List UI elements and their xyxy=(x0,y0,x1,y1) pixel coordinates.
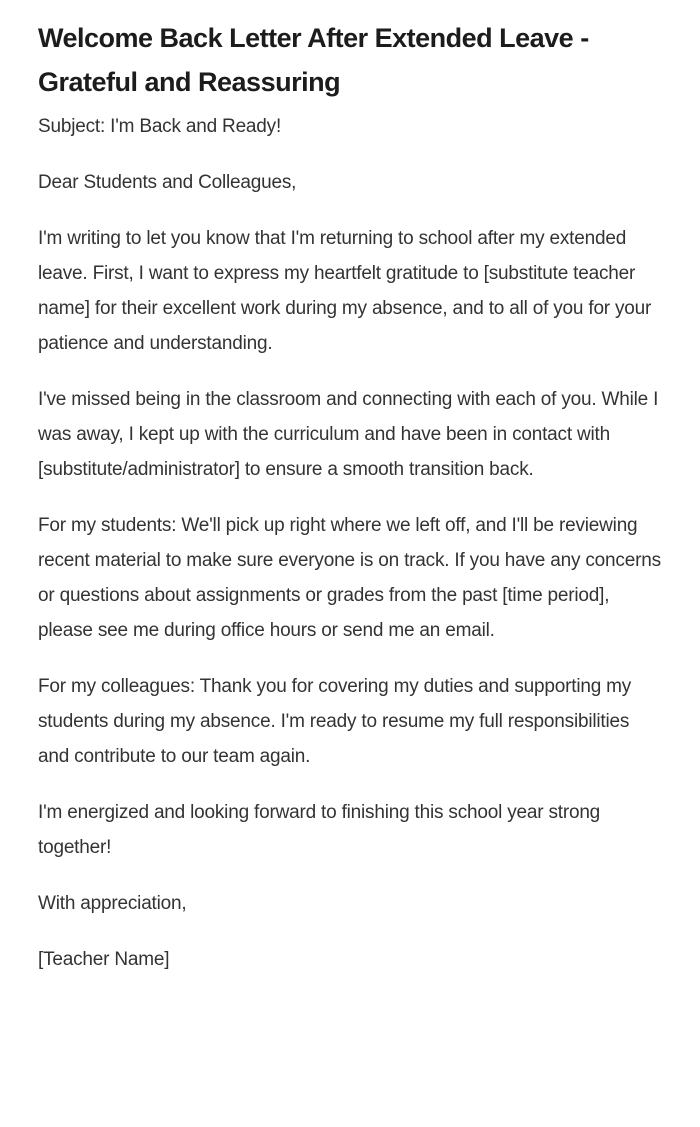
body-paragraph-3: For my students: We'll pick up right where we left off, and I'll be reviewing recent material to make sure everyone is on track. If you have any concerns or questions about assignments or grades from the past [time period], please see me during office hours or send me an email. xyxy=(38,515,661,641)
signature-line: [Teacher Name] xyxy=(38,949,170,970)
subject-line: Subject: I'm Back and Ready! xyxy=(38,116,282,137)
page-title: Welcome Back Letter After Extended Leave - Grateful and Reassuring xyxy=(38,23,589,97)
body-paragraph-5: I'm energized and looking forward to finishing this school year strong together! xyxy=(38,802,601,858)
closing-line: With appreciation, xyxy=(38,893,187,914)
body-paragraph-1: I'm writing to let you know that I'm returning to school after my extended leave. First, I want to express my heartfelt gratitude to [substitute teacher name] for their excellent work during my absence, and to all of you for your patience and understanding. xyxy=(38,228,652,354)
body-paragraph-2: I've missed being in the classroom and connecting with each of you. While I was away, I kept up with the curriculum and have been in contact with [substitute/administrator] to ensure a smooth transition back. xyxy=(38,389,659,480)
salutation: Dear Students and Colleagues, xyxy=(38,172,297,193)
body-paragraph-4: For my colleagues: Thank you for covering my duties and supporting my students during my absence. I'm ready to resume my full responsibilities and contribute to our team again. xyxy=(38,676,632,767)
